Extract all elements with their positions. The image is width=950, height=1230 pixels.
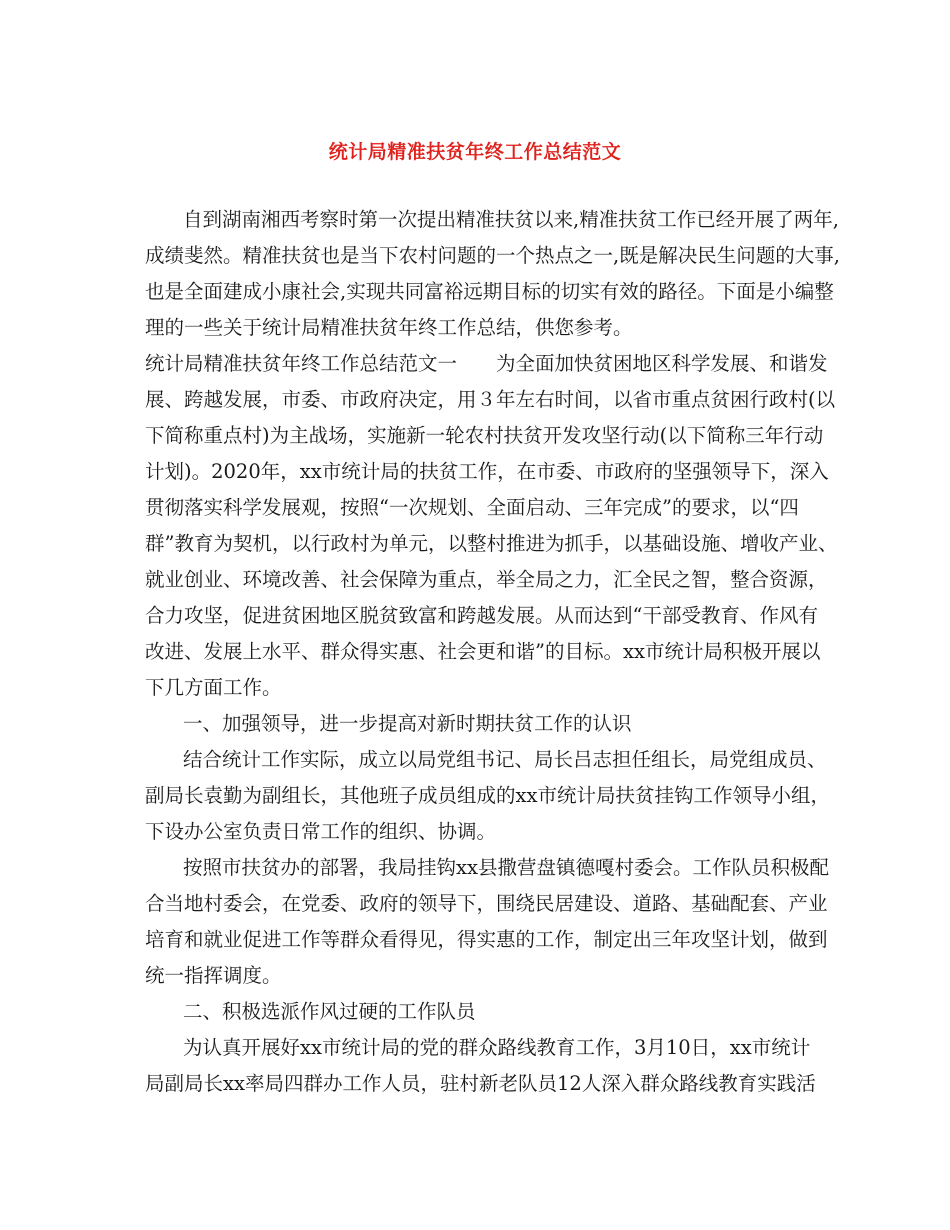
- paragraph-line: 也是全面建成小康社会,实现共同富裕远期目标的切实有效的路径。下面是小编整: [145, 280, 834, 303]
- section-heading: 一、加强领导，进一步提高对新时期扶贫工作的认识: [183, 712, 632, 735]
- paragraph-line: 群”教育为契机，以行政村为单元，以整村推进为抓手，以基础设施、增收产业、: [145, 532, 838, 555]
- paragraph-line: 就业创业、环境改善、社会保障为重点，举全局之力，汇全民之智，整合资源，: [145, 568, 828, 591]
- paragraph-line: 按照市扶贫办的部署，我局挂钩xx县撒营盘镇德嘎村委会。工作队员积极配: [183, 856, 829, 879]
- paragraph-line: 下简称重点村)为主战场，实施新一轮农村扶贫开发攻坚行动(以下简称三年行动: [145, 424, 824, 447]
- paragraph-line: 理的一些关于统计局精准扶贫年终工作总结，供您参考。: [145, 316, 633, 339]
- paragraph-line: 自到湖南湘西考察时第一次提出精准扶贫以来,精准扶贫工作已经开展了两年,: [183, 208, 839, 231]
- paragraph-line: 改进、发展上水平、群众得实惠、社会更和谐”的目标。xx市统计局积极开展以: [145, 640, 821, 663]
- paragraph-line: 合力攻坚，促进贫困地区脱贫致富和跨越发展。从而达到“干部受教育、作风有: [145, 604, 818, 627]
- paragraph-line: 成绩斐然。精准扶贫也是当下农村问题的一个热点之一,既是解决民生问题的大事,: [145, 244, 840, 267]
- paragraph-line: 培育和就业促进工作等群众看得见，得实惠的工作，制定出三年攻坚计划，做到: [145, 928, 828, 951]
- paragraph-line: 下几方面工作。: [145, 676, 282, 699]
- paragraph-line: 局副局长xx率局四群办工作人员，驻村新老队员12人深入群众路线教育实践活: [145, 1072, 816, 1095]
- paragraph-line: 统计局精准扶贫年终工作总结范文一 为全面加快贫困地区科学发展、和谐发: [145, 352, 828, 375]
- paragraph-line: 计划)。2020年，xx市统计局的扶贫工作，在市委、市政府的坚强领导下，深入: [145, 460, 829, 483]
- paragraph-line: 副局长袁勤为副组长，其他班子成员组成的xx市统计局扶贫挂钩工作领导小组，: [145, 784, 830, 807]
- document-title: 统计局精准扶贫年终工作总结范文: [328, 141, 622, 163]
- section-heading: 二、积极选派作风过硬的工作队员: [183, 1000, 476, 1023]
- paragraph-line: 展、跨越发展，市委、市政府决定，用３年左右时间，以省市重点贫困行政村(以: [145, 388, 836, 411]
- paragraph-line: 统一指挥调度。: [145, 964, 282, 987]
- paragraph-line: 下设办公室负责日常工作的组织、协调。: [145, 820, 497, 843]
- paragraph-line: 贯彻落实科学发展观，按照“一次规划、全面启动、三年完成”的要求，以“四: [145, 496, 799, 519]
- paragraph-line: 结合统计工作实际，成立以局党组书记、局长吕志担任组长，局党组成员、: [183, 748, 827, 771]
- paragraph-line: 合当地村委会，在党委、政府的领导下，围绕民居建设、道路、基础配套、产业: [145, 892, 828, 915]
- paragraph-line: 为认真开展好xx市统计局的党的群众路线教育工作，3月10日，xx市统计: [183, 1036, 811, 1059]
